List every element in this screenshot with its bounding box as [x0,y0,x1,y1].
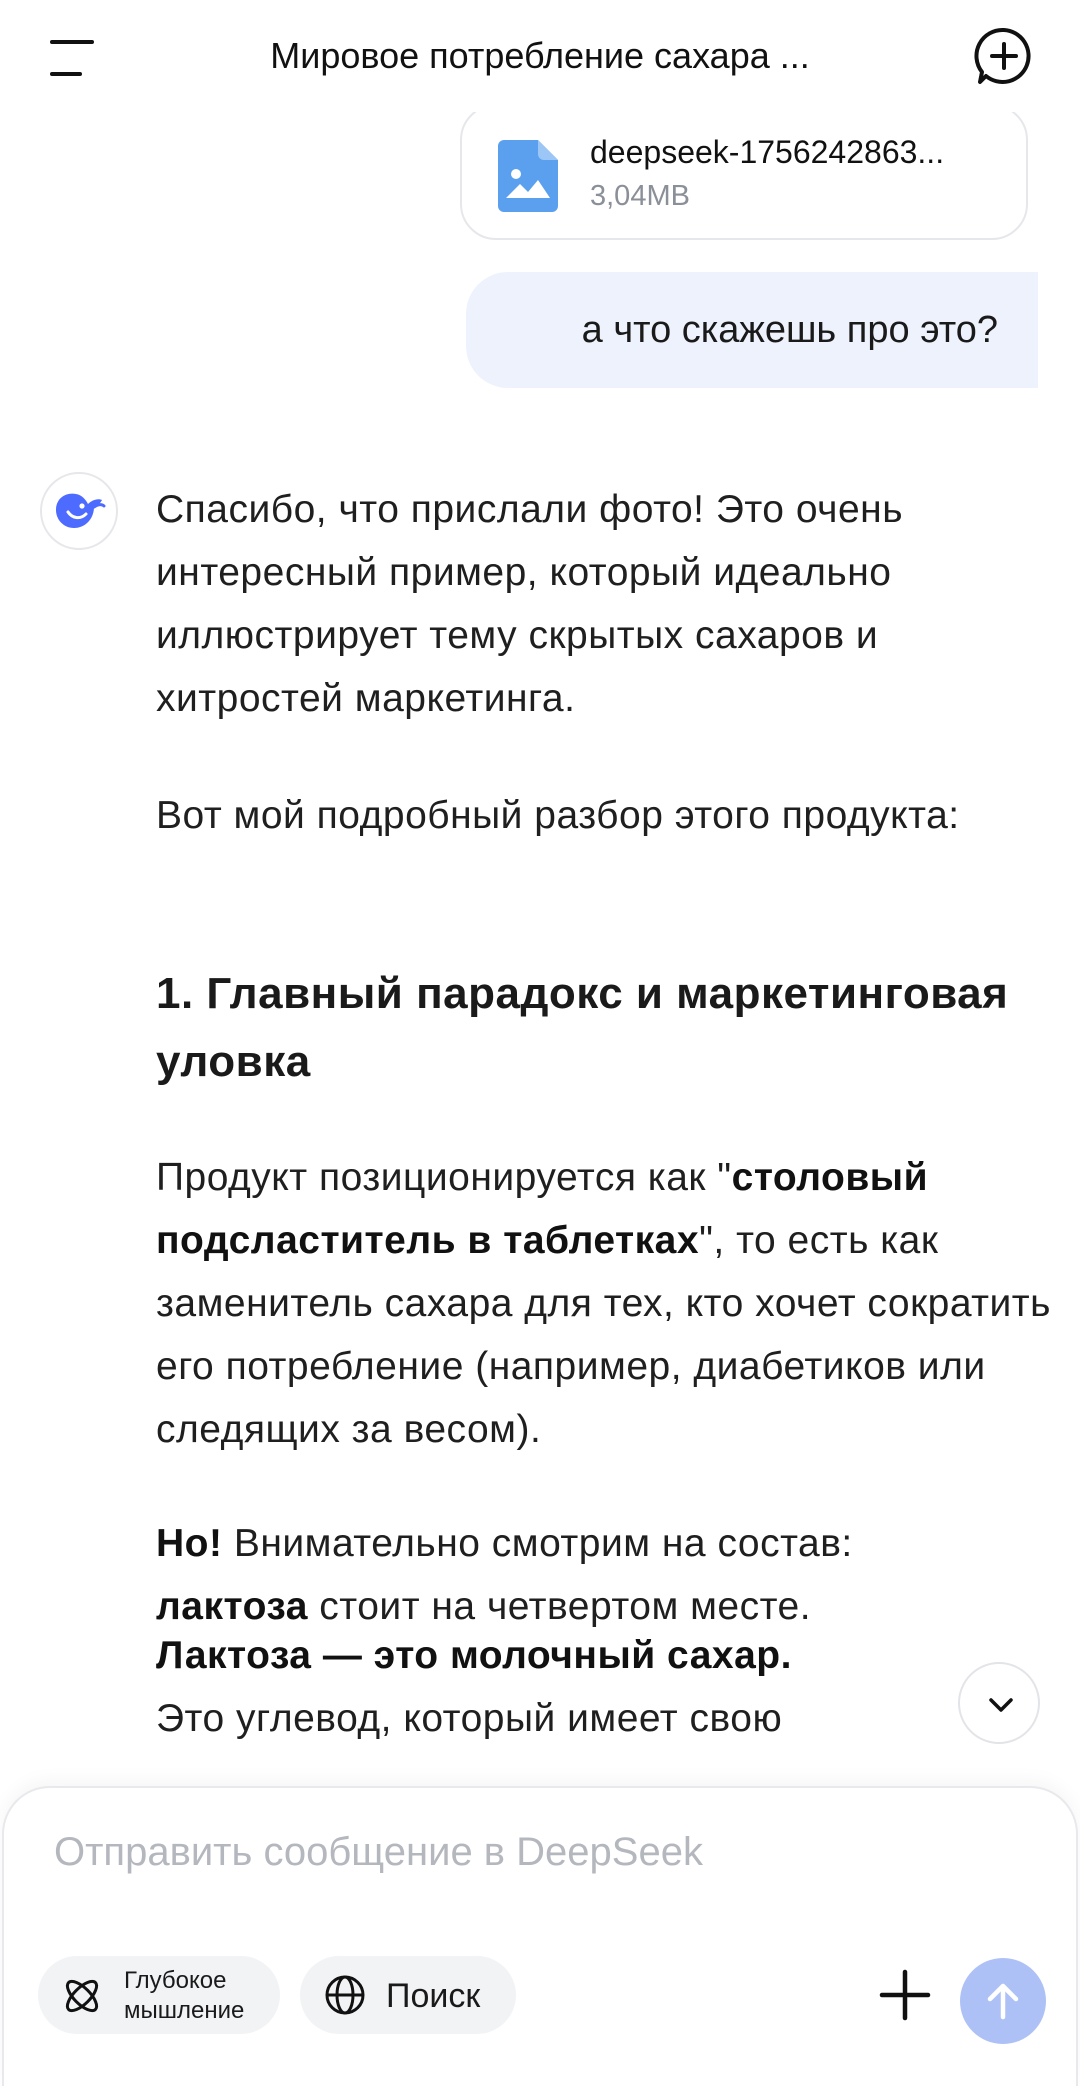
chevron-down-icon [981,1685,1021,1725]
answer-bold-text: Но! [156,1522,223,1565]
answer-text: Это углевод, который имеет свою [156,1697,783,1740]
atom-icon [60,1974,104,2018]
scroll-to-bottom-button[interactable] [958,1662,1040,1744]
plus-icon[interactable] [866,1956,944,2034]
answer-paragraph [156,1512,1044,1638]
answer-bold-text: Лактоза — это молочный сахар. [156,1634,792,1677]
menu-icon[interactable] [44,36,100,80]
answer-text: ", то есть как заменитель сахара для тех, кто хочет сократить его потребление (например, диабетиков или следящих за весом). [156,1219,1051,1451]
answer-bold-text: столовый подсластитель в таблетках [156,1156,929,1262]
send-button[interactable] [960,1958,1046,2044]
message-input[interactable]: Отправить сообщение в DeepSeek [54,1830,703,1874]
arrow-up-icon [981,1979,1025,2023]
user-message-text: а что скажешь про это? [581,309,998,351]
user-message-bubble [466,272,1038,388]
deepseek-avatar [40,472,118,550]
answer-text: Внимательно смотрим на состав: [222,1522,853,1565]
answer-paragraph [156,1146,1056,1461]
answer-text: Продукт позиционируется как " [156,1156,732,1199]
answer-bold-text: лактоза [156,1585,308,1628]
answer-paragraph [156,1624,1044,1750]
search-toggle[interactable] [300,1956,516,2034]
answer-paragraph: Вот мой подробный разбор этого продукта: [156,794,960,837]
top-bar [0,0,1080,112]
answer-text: стоит на четвертом месте. [307,1585,812,1628]
message-composer [2,1786,1078,2086]
attachment-card[interactable] [460,104,1028,240]
attachment-file-name: deepseek-1756242863... [590,134,945,170]
deep-thinking-toggle[interactable] [38,1956,280,2034]
deepseek-whale-icon [42,474,116,548]
globe-icon [324,1974,366,2016]
deep-thinking-label: Глубокое мышление [124,1967,245,2024]
attachment-file-size: 3,04MB [590,180,690,212]
search-label: Поиск [386,1977,481,2015]
new-chat-icon[interactable] [972,24,1036,88]
chat-title: Мировое потребление сахара ... [270,35,810,76]
answer-paragraph: Спасибо, что прислали фото! Это очень интересный пример, который идеально иллюстрирует тему скрытых сахаров и хитростей маркетинга. [156,488,904,720]
image-file-icon [498,140,558,212]
answer-heading: 1. Главный парадокс и маркетинговая уловка [156,969,1009,1086]
